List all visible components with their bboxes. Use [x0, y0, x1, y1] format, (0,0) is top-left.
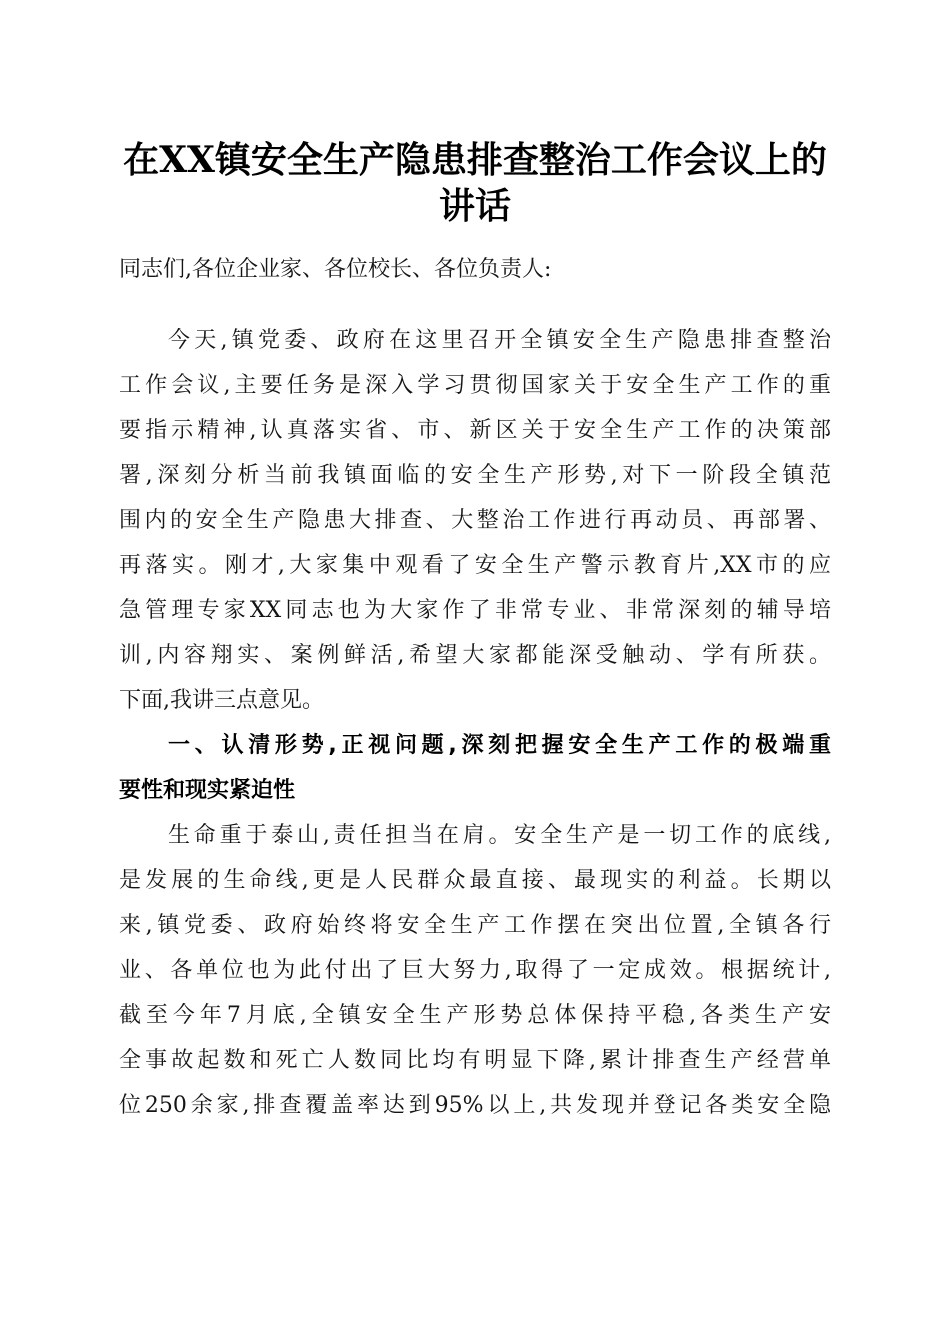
paragraph-line: 业、各单位也为此付出了巨大努力,取得了一定成效。根据统计, — [119, 958, 831, 983]
paragraph-line: 训,内容翔实、案例鲜活,希望大家都能深受触动、学有所获。 — [119, 643, 831, 668]
paragraph-line: 署,深刻分析当前我镇面临的安全生产形势,对下一阶段全镇范 — [119, 463, 831, 488]
paragraph-line: 工作会议,主要任务是深入学习贯彻国家关于安全生产工作的重 — [119, 373, 831, 398]
paragraph-line: 全事故起数和死亡人数同比均有明显下降,累计排查生产经营单 — [119, 1048, 831, 1073]
paragraph-line: 下面,我讲三点意见。 — [119, 688, 324, 713]
document-title-line-2: 讲话 — [438, 185, 511, 227]
paragraph-line: 是发展的生命线,更是人民群众最直接、最现实的利益。长期以 — [119, 868, 831, 893]
salutation: 同志们,各位企业家、各位校长、各位负责人: — [119, 257, 552, 282]
paragraph-line: 急管理专家XX同志也为大家作了非常专业、非常深刻的辅导培 — [119, 598, 831, 623]
paragraph-line: 截至今年7月底,全镇安全生产形势总体保持平稳,各类生产安 — [119, 1003, 831, 1028]
paragraph-line: 生命重于泰山,责任担当在肩。安全生产是一切工作的底线, — [168, 823, 831, 848]
paragraph-line: 要指示精神,认真落实省、市、新区关于安全生产工作的决策部 — [119, 418, 831, 443]
paragraph-line: 位250余家,排查覆盖率达到95%以上,共发现并登记各类安全隐 — [119, 1093, 831, 1118]
section-heading-1: 一、认清形势,正视问题,深刻把握安全生产工作的极端重 — [168, 733, 831, 758]
paragraph-line: 来,镇党委、政府始终将安全生产工作摆在突出位置,全镇各行 — [119, 913, 831, 938]
section-heading-1-cont: 要性和现实紧迫性 — [119, 778, 296, 803]
paragraph-line: 今天,镇党委、政府在这里召开全镇安全生产隐患排查整治 — [168, 328, 831, 353]
paragraph-line: 再落实。刚才,大家集中观看了安全生产警示教育片,XX市的应 — [119, 553, 831, 578]
document-title-line-1: 在XX镇安全生产隐患排查整治工作会议上的 — [123, 139, 827, 181]
paragraph-line: 围内的安全生产隐患大排查、大整治工作进行再动员、再部署、 — [119, 508, 831, 533]
